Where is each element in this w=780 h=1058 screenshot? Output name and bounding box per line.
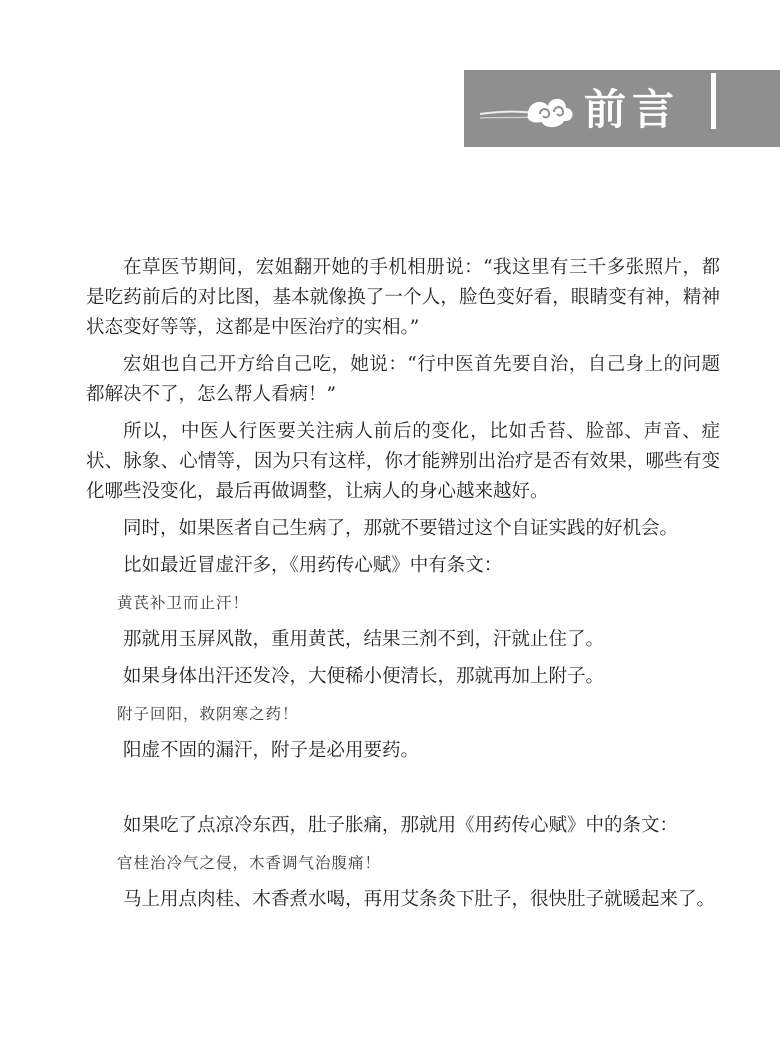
body-paragraph: 如果身体出汗还发冷，大便稀小便清长，那就再加上附子。 (123, 666, 605, 687)
body-paragraph: 宏姐也自己开方给自己吃，她说：“行中医首先要自治，自己身上的问题都解决不了，怎么帮人看病！” (86, 354, 720, 405)
body-paragraph: 那就用玉屏风散，重用黄芪，结果三剂不到，汗就止住了。 (123, 629, 605, 650)
quoted-verse: 官桂治冷气之侵，木香调气治腹痛！ (117, 854, 382, 872)
chapter-title: 前言 (584, 85, 681, 134)
body-paragraph: 比如最近冒虚汗多，《用药传心赋》中有条文： (123, 555, 503, 576)
section-gap (86, 773, 720, 811)
body-paragraph: 马上用点肉桂、木香煮水喝，再用艾条灸下肚子，很快肚子就暖起来了。 (123, 889, 716, 910)
body-paragraph: 如果吃了点凉冷东西，肚子胀痛，那就用《用药传心赋》中的条文： (123, 815, 679, 836)
body-paragraph: 在草医节期间，宏姐翻开她的手机相册说：“我这里有三千多张照片，都是吃药前后的对比图，基本就像换了一个人，脸色变好看，眼睛变有神，精神状态变好等等，这都是中医治疗的实相。” (86, 257, 720, 338)
body-paragraph: 阳虚不固的漏汗，附子是必用要药。 (123, 740, 420, 761)
auspicious-cloud-icon (478, 84, 578, 134)
body-paragraph: 同时，如果医者自己生病了，那就不要错过这个自证实践的好机会。 (123, 518, 679, 539)
page-body (86, 253, 720, 922)
body-paragraph: 所以，中医人行医要关注病人前后的变化，比如舌苔、脸部、声音、症状、脉象、心情等，因为只有这样，你才能辨别出治疗是否有效果，哪些有变化哪些没变化，最后再做调整，让病人的身心越来越好。 (86, 421, 720, 502)
quoted-verse: 黄芪补卫而止汗！ (117, 594, 250, 612)
title-divider-bar (711, 73, 716, 129)
quoted-verse: 附子回阳，救阴寒之药！ (117, 705, 299, 723)
